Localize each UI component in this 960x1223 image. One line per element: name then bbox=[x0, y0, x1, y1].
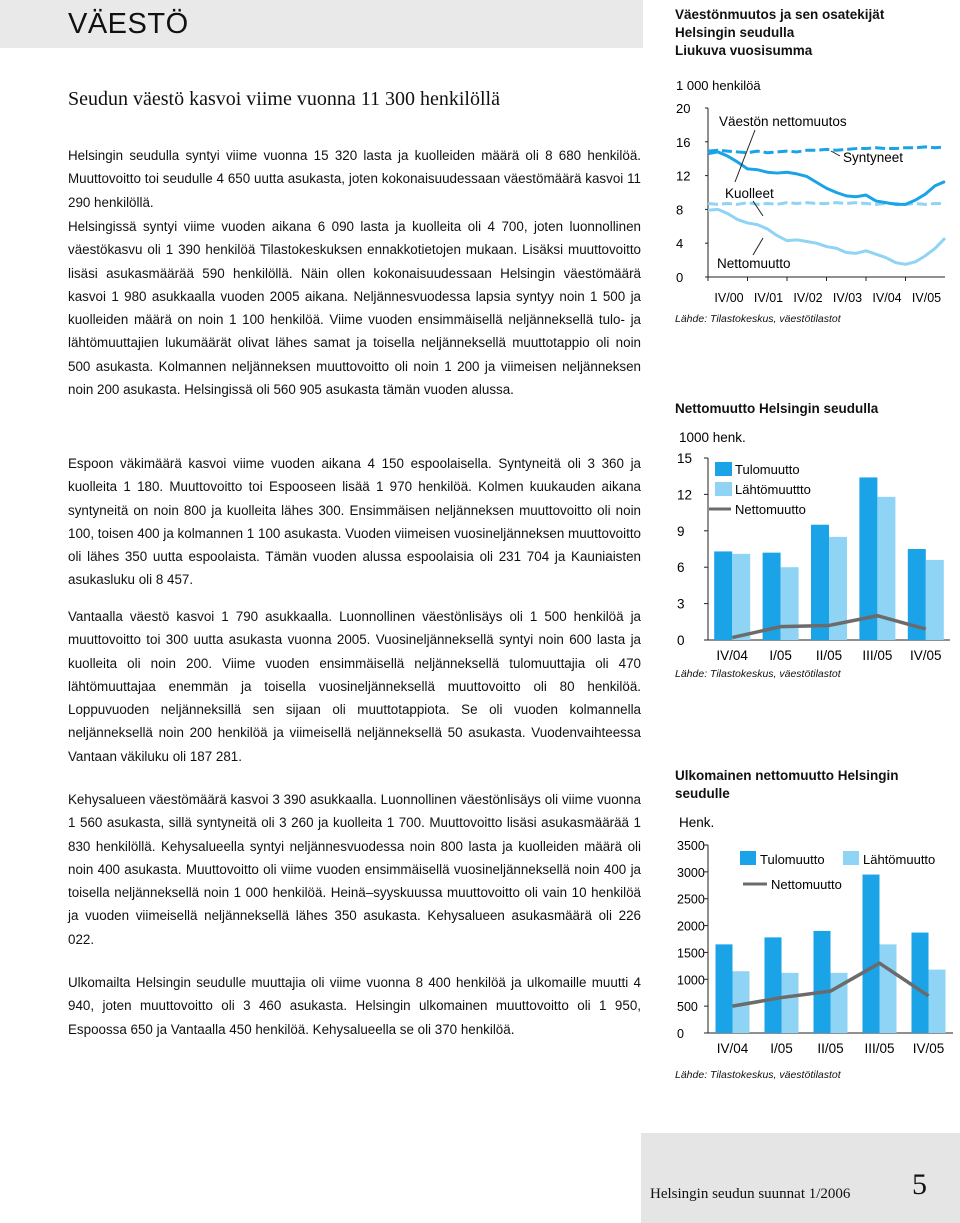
chart2-ytick-label: 12 bbox=[677, 487, 693, 503]
chart3-ytick-label: 1500 bbox=[677, 946, 705, 961]
chart1-xtick-label: IV/02 bbox=[793, 291, 823, 305]
chart2-xtick-label: I/05 bbox=[769, 648, 792, 663]
chart1-ytick-label: 4 bbox=[676, 236, 684, 252]
chart2-xtick-label: IV/05 bbox=[910, 648, 942, 663]
chart2-bar-lahto bbox=[926, 560, 944, 640]
chart2-xtick-label: II/05 bbox=[815, 648, 843, 663]
chart1-xtick-label: IV/04 bbox=[872, 291, 902, 305]
chart3-bar-lahto bbox=[782, 973, 799, 1033]
chart2-bar-lahto bbox=[732, 554, 750, 640]
chart3-xtick-label: IV/04 bbox=[716, 1041, 749, 1056]
chart3-bar-lahto bbox=[880, 944, 897, 1033]
chart3-bar-lahto bbox=[929, 970, 946, 1033]
chart3-title bbox=[675, 767, 899, 803]
chart2-bar-tulo bbox=[811, 525, 829, 640]
chart3-source: Lähde: Tilastokeskus, väestötilastot bbox=[675, 1069, 841, 1081]
chart1-ytick-label: 20 bbox=[676, 101, 691, 116]
chart2-ylabel: 1000 henk. bbox=[679, 430, 746, 445]
chart3-xtick-label: IV/05 bbox=[912, 1041, 945, 1056]
chart3-ytick-label: 3500 bbox=[677, 839, 705, 853]
chart3-ytick-label: 2500 bbox=[677, 892, 705, 907]
chart3-legend-label: Tulomuutto bbox=[760, 852, 825, 867]
chart1-annotation-leader bbox=[735, 130, 755, 182]
chart2-ytick-label: 9 bbox=[677, 523, 685, 539]
chart1-xtick-label: IV/00 bbox=[714, 291, 744, 305]
chart1-annotation-nettomuutto: Nettomuutto bbox=[717, 256, 791, 271]
chart3-bar-tulo bbox=[912, 933, 929, 1033]
chart2-title: Nettomuutto Helsingin seudulla bbox=[675, 401, 879, 416]
chart3-legend-swatch-tulo bbox=[740, 851, 756, 865]
chart1-ytick-label: 16 bbox=[676, 134, 691, 150]
section-title: VÄESTÖ bbox=[68, 8, 189, 40]
chart1-xtick-label: IV/05 bbox=[911, 291, 942, 305]
chart3-title-line: seudulle bbox=[675, 786, 730, 801]
chart1-title-line: Helsingin seudulla bbox=[675, 25, 795, 40]
paragraph-vantaa: Vantaalla väestö kasvoi 1 790 asukkaalla. Luonnollinen väestönlisäys oli 1 500 henkilöä ja muuttovoitto toi 300 uutta asukasta vuonna 2005. Vuosineljänneksellä syntyi noin 600 lasta ja kuolleita oli noin 200. Viime vuoden ensimmäisellä neljänneksellä tulomuuttajia oli 470 lähtömuuttajaa enemmän ja toisella vuosineljänneksellä muuttovoitto oli 80 henkilöä. Loppuvuoden neljänneksillä sen sijaan oli muuttotappiota. Se oli vuoden kolmannella neljänneksellä noin 200 henkilöä ja viimeisellä neljänneksellä 50 asukasta. Vuodenvaihteessa Vantaan väkiluku oli 187 281. bbox=[68, 609, 641, 764]
chart2-source: Lähde: Tilastokeskus, väestötilastot bbox=[675, 668, 841, 680]
chart3-bar-tulo bbox=[814, 931, 831, 1033]
chart2-legend-label: Nettomuutto bbox=[735, 502, 806, 517]
chart3-legend-label: Nettomuutto bbox=[771, 877, 842, 892]
chart2-ytick-label: 0 bbox=[677, 633, 685, 648]
chart3-ytick-label: 500 bbox=[677, 1000, 698, 1015]
chart3-xtick-label: II/05 bbox=[817, 1041, 844, 1056]
chart1-annotation-syntyneet: Syntyneet bbox=[843, 150, 904, 165]
chart-column bbox=[665, 0, 960, 1223]
chart3-bar-tulo bbox=[863, 875, 880, 1033]
paragraph-region: Helsingin seudulla syntyi viime vuonna 15 320 lasta ja kuolleiden määrä oli 8 680 henkilöä. Muuttovoitto toi seudulle 4 650 uutta asukasta, joten kokonaisuudessaan väestömäärä kasvoi 11 290 henkilöllä. bbox=[68, 148, 641, 210]
paragraph-kehysalue: Kehysalueen väestömäärä kasvoi 3 390 asukkaalla. Luonnollinen väestönlisäys oli viime vuonna 1 560 asukasta, sillä syntyneitä oli 3 260 ja kuolleita 1 700. Muuttovoitto lisäsi asukasmäärää 1 830 henkilöllä. Kehysalueella syntyi neljännesvuodessa noin 800 lasta ja kuolleiden määrä oli noin 400 asukasta. Muuttovoitto oli viime vuoden ensimmäisellä vuosineljänneksellä noin 400 ja toisella neljänneksellä noin 1 000 henkilöä. Heinä–syyskuussa muuttovoitto oli vain 10 henkilöä ja vuoden viimeisellä neljänneksellä lähes 350 asukasta. Kehysalueen asukasmäärä oli 226 022. bbox=[68, 792, 641, 947]
chart1-title-line: Väestönmuutos ja sen osatekijät bbox=[675, 7, 885, 22]
chart2-bar-tulo bbox=[714, 551, 732, 640]
chart2-legend-swatch-lahto bbox=[715, 482, 732, 496]
chart1-annotation-leader bbox=[753, 238, 763, 255]
chart2-legend-label: Lähtömuuttto bbox=[735, 482, 811, 497]
chart1-annotation-nettomuutos: Väestön nettomuutos bbox=[719, 114, 847, 129]
chart3-bar-chart bbox=[665, 808, 960, 1070]
chart3-legend-label: Lähtömuutto bbox=[863, 852, 936, 867]
chart3-bar-tulo bbox=[765, 937, 782, 1033]
chart3-ytick-label: 3000 bbox=[677, 865, 705, 880]
chart1-xtick-label: IV/03 bbox=[832, 291, 863, 305]
chart1-annotation-kuolleet: Kuolleet bbox=[725, 186, 774, 201]
chart3-bar-tulo bbox=[716, 944, 733, 1033]
chart1-annotation-leader bbox=[831, 151, 840, 156]
chart1-series-syntyneet bbox=[708, 147, 945, 153]
chart1-ytick-label: 8 bbox=[676, 202, 684, 218]
chart3-xtick-label: III/05 bbox=[864, 1041, 895, 1056]
chart2-legend-swatch-tulo bbox=[715, 462, 732, 476]
chart2-xtick-label: IV/04 bbox=[716, 648, 748, 663]
chart1-line-chart bbox=[665, 70, 960, 380]
chart1-ylabel: 1 000 henkilöä bbox=[676, 78, 761, 93]
chart1-ytick-label: 0 bbox=[676, 270, 684, 285]
paragraph-helsinki: Helsingissä syntyi viime vuoden aikana 6 090 lasta ja kuolleita oli 4 700, joten luonnollinen väestökasvu oli 1 390 henkilöä Tilastokeskuksen ennakkotietojen mukaan. Lisäksi muuttovoitto lisäsi asukasmäärää 590 henkilöllä. Näin ollen kokonaisuudessaan Helsingin väestömäärä kasvoi 1 980 asukkaalla vuoden 2005 aikana. Neljännesvuodessa lapsia syntyy noin 1 500 ja kuolleiden määrä on noin 1 100 henkilöä. Viime vuoden ensimmäisellä neljänneksellä tulo- ja lähtömuuttajien lukumäärät olivat lähes samat ja toisella neljänneksellä muuttotappio oli noin 500 asukasta. Kolmannen neljänneksen muuttovoitto oli noin 1 200 ja viimeisen neljänneksen noin 200 asukasta. Helsingissä oli 560 905 asukasta tämän vuoden alussa. bbox=[68, 219, 641, 398]
chart3-title-line: Ulkomainen nettomuutto Helsingin bbox=[675, 768, 899, 783]
paragraph-espoo: Espoon väkimäärä kasvoi viime vuoden aikana 4 150 espoolaisella. Syntyneitä oli 3 360 ja kuolleita 1 180. Muuttovoitto toi Espooseen lisää 1 970 henkilöä. Kolmen kuukauden aikana syntyneitä on noin 800 ja kuolleita lähes 300. Ensimmäisen neljänneksen muuttovoitto oli noin 100, toisen 400 ja kolmannen 1 100 asukasta. Vuoden viimeisen vuosineljänneksen muuttovoitto oli lähes 350 uutta espoolaista. Tämän vuoden alussa espoolaisia oli 231 704 ja Kauniaisten asukasluku oli 8 457. bbox=[68, 456, 641, 588]
chart1-ytick-label: 12 bbox=[676, 168, 691, 184]
chart2-xtick-label: III/05 bbox=[862, 648, 893, 663]
chart2-legend-label: Tulomuutto bbox=[735, 462, 800, 477]
chart2-bar-lahto bbox=[781, 567, 799, 640]
chart2-bar-chart bbox=[665, 420, 960, 670]
chart1-xtick-label: IV/01 bbox=[753, 291, 784, 305]
chart3-ylabel: Henk. bbox=[679, 815, 715, 830]
chart2-ytick-label: 6 bbox=[677, 560, 685, 576]
chart3-legend-swatch-lahto bbox=[843, 851, 859, 865]
chart1-source: Lähde: Tilastokeskus, väestötilastot bbox=[675, 313, 841, 325]
chart3-ytick-label: 1000 bbox=[677, 973, 705, 988]
page-number: 5 bbox=[912, 1168, 927, 1201]
chart1-title-line: Liukuva vuosisumma bbox=[675, 43, 813, 58]
chart3-xtick-label: I/05 bbox=[770, 1041, 793, 1056]
chart1-title bbox=[675, 6, 884, 60]
chart3-ytick-label: 0 bbox=[677, 1027, 684, 1041]
chart3-ytick-label: 2000 bbox=[677, 919, 705, 934]
chart2-ytick-label: 15 bbox=[677, 451, 693, 466]
footer-publication: Helsingin seudun suunnat 1/2006 bbox=[650, 1186, 851, 1202]
paragraph-ulkomaat: Ulkomailta Helsingin seudulle muuttajia oli viime vuonna 8 400 henkilöä ja ulkomaille muutti 4 940, joten muuttovoitto oli 3 460 asukasta. Helsingin ulkomainen muuttovoitto oli 1 950, Espoossa 650 ja Vantaalla 450 henkilöä. Kehysalueella se oli 370 henkilöä. bbox=[68, 975, 641, 1037]
article-headline: Seudun väestö kasvoi viime vuonna 11 300 henkilöllä bbox=[68, 88, 500, 110]
chart2-ytick-label: 3 bbox=[677, 596, 685, 612]
